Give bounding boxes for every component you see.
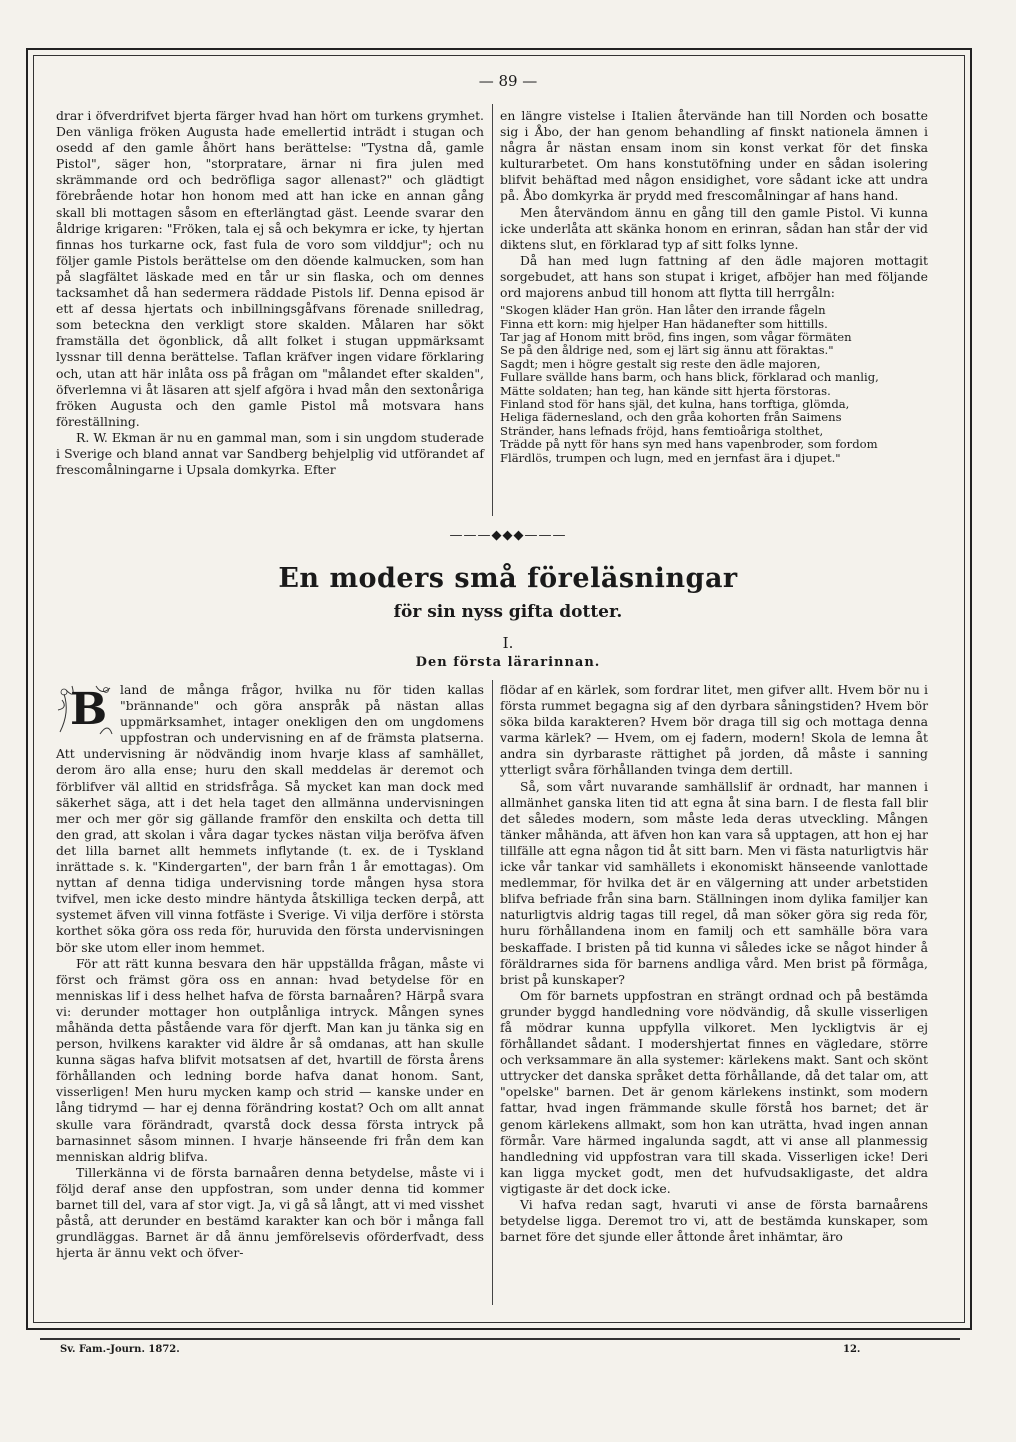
poem-line: Heliga fädernesland, och den gråa kohorten från Saimens bbox=[500, 410, 842, 425]
paragraph: flödar af en kärlek, som fordrar litet, men gifver allt. Hvem bör nu i första rummet begagna sig af den dyrbara såningstiden? Hvem bör söka bilda karakteren? Hvem bör draga till sig och mottaga denna varma kärlek? — Hvem, om ej fadern, modern! Skola de lemna åt andra sin dyrbaraste rättighet på jorden, då måste i sanning ytterligt svåra förhållanden tvinga dem dertill. bbox=[500, 682, 928, 778]
poem-line: Sagdt; men i högre gestalt sig reste den ädle majoren, bbox=[500, 356, 821, 371]
poem-line: Fullare svällde hans barm, och hans blick, förklarad och manlig, bbox=[500, 370, 879, 385]
poem-line: Flärdlös, trumpen och lugn, med en jernfast ära i djupet." bbox=[500, 450, 841, 465]
footer-journal: Sv. Fam.-Journ. 1872. bbox=[60, 1344, 180, 1355]
footer-rule bbox=[40, 1338, 960, 1340]
paragraph: en längre vistelse i Italien återvände han till Norden och bosatte sig i Åbo, der han genom behandling af finskt nationela ämnen i några år nästan ensam inom sin konst verkat för det finska kulturarbetet. Om hans konstutöfning under en sådan isolering blifvit behäftad med någon ensidighet, vore sådant icke att undra på. Åbo domkyrka är prydd med frescomålningar af hans hand. bbox=[500, 108, 928, 204]
paragraph: Då han med lugn fattning af den ädle majoren mottagit sorgebudet, att hans son stupat i kriget, afböjer han med följande ord majorens anbud till honom att flytta till herrgåln: bbox=[500, 252, 928, 301]
bottom-right-column bbox=[500, 682, 928, 1245]
dropcap-letter: B bbox=[70, 684, 108, 735]
article-title: En moders små föreläsningar bbox=[278, 563, 738, 594]
footer-signature: 12. bbox=[843, 1344, 861, 1355]
paragraph: Om för barnets uppfostran en strängt ordnad och på bestämda grunder byggd handledning vore nödvändig, då skulle visserligen få mödrar kunna uppfylla vilkoret. Men lyckligtvis är ej förhållandet sådant. I modershjertat finnes en vägledare, större och verksammare än alla systemer: kärlekens makt. Sant och skönt uttrycker det danska språket detta förhållande, då det talar om, att "opelske" barnen. Det är genom kärlekens instinkt, som modern fattar, hvad ingen främmande skulle förstå hos barnet; det är genom kärlekens allmakt, som hon kan uträtta, hvad ingen annan förmår. Vare härmed ingalunda sagdt, att vi anse all planmessig handledning vid uppfostran vara till skada. Visserligen icke! Deri kan ligga mycket godt, men det hufvudsakligaste, det aldra vigtigaste är det dock icke. bbox=[500, 987, 928, 1196]
paragraph: Så, som vårt nuvarande samhällslif är ordnadt, har mannen i allmänhet ganska liten tid att egna åt sina barn. I de flesta fall blir det således modern, som måste leda deras utveckling. Mången tänker måhända, att äfven hon kan vara så upptagen, att hon ej har tillfälle att egna någon tid åt sitt barn. Men vi fästa naturligtvis här icke vår tankar vid samhällets i ekonomiskt hänseende vanlottade medlemmar, för hvilka det är en välgerning att under arbetstiden blifva befriade från sina barn. Ställningen inom dylika familjer kan naturligtvis aldrig tagas till regel, då man söker göra sig reda för, huru förhållandena inom en familj och ett samhälle böra vara beskaffade. I bristen på tid kunna vi således icke se något hinder å föräldrarnes sida för barnens andliga vård. Men brist på förmåga, brist på kunskaper? bbox=[500, 778, 928, 987]
top-right-column bbox=[500, 108, 928, 465]
article-subtitle: för sin nyss gifta dotter. bbox=[393, 602, 623, 622]
column-divider bbox=[492, 104, 493, 516]
decorative-initial bbox=[56, 682, 114, 740]
column-divider bbox=[492, 680, 493, 1305]
paragraph: drar i öfverdrifvet bjerta färger hvad han hört om turkens grymhet. Den vänliga fröken Augusta hade emellertid inträdt i stugan och osedd af den gamle åhört hans berättelse: "Tystna då, gamle Pistol", säger hon, "storpratare, ärnar ni fira julen med skrämmande ord och bedröfliga sagor allenast?" och glädtigt förebrående hotar hon honom med att han icke en annan gång skall bli mottagen såsom en efterlängtad gäst. Leende svarar den åldrige krigaren: "Fröken, tala ej så och bekymra er icke, ty hjertan finnas hos turkarne ock, fast fula de voro som vilddjur"; och nu följer gamle Pistols berättelse om den döende kalmucken, som han på slagfältet läskade med en tår ur sin flaska, och om dennes tacksamhet då han sedermera räddade Pistols lif. Denna episod är ett af dessa hjertats och inbillningsgåfvans förenade snilledrag, som beteckna den verkligt store skalden. Målaren har sökt framställa det ögonblick, då allt folket i stugan uppmärksamt lyssnar till denna berättelse. Taflan kräfver ingen vidare förklaring och, utan att här inlåta oss på frågan om "målandet efter skalden", öfverlemna vi åt läsaren att sjelf afgöra i hvad mån den sextonåriga fröken Augusta och den gamle Pistol må motsvara hans föreställning. bbox=[56, 108, 484, 429]
poem-quote bbox=[500, 304, 928, 465]
poem-line: Stränder, hans lefnads fröjd, hans femtioåriga stolthet, bbox=[500, 423, 824, 438]
poem-line: Finland stod för hans själ, det kulna, hans torftiga, glömda, bbox=[500, 396, 850, 411]
poem-line: Se på den åldrige ned, som ej lärt sig ännu att föraktas." bbox=[500, 343, 834, 358]
top-left-column bbox=[56, 108, 484, 478]
paragraph: Vi hafva redan sagt, hvaruti vi anse de första barnaårens betydelse ligga. Deremot tro vi, att de bestämda kunskaper, som barnet före det sjunde eller åttonde året inhämtar, äro bbox=[500, 1197, 928, 1245]
paragraph-text: land de många frågor, hvilka nu för tiden kallas "brännande" och göra anspråk på nästan allas uppmärksamhet, intager onekligen den om ungdomens uppfostran och undervisning en af de främsta platserna. Att undervisning är nödvändig inom hvarje klass af samhället, derom äro alla ense; huru den skall meddelas är deremot och förblifver väl alltid en stridsfråga. Så mycket kan man dock med säkerhet säga, att i det hela taget den allmänna undervisningen mer och mer gör sig gällande framför den enskilta och detta till den grad, att skolan i våra dagar tyckes nästan vilja beröfva äfven det lilla barnet allt hemmets inflytande (t. ex. de i Tyskland inrättade s. k. "Kindergarten", der barn från 1 år emottagas). Om nyttan af denna tidiga undervisning torde mången hysa stora tvifvel, men icke desto mindre häntyda åtskilliga tecken derpå, att systemet äfven vill vinna fotfäste i Sverige. Vi vilja derföre i största korthet söka göra oss reda för, huruvida den första undervisningen bör ske utom eller inom hemmet. bbox=[56, 682, 484, 955]
poem-line: Tar jag af Honom mitt bröd, fins ingen, som vågar förmäten bbox=[500, 329, 852, 344]
paragraph: R. W. Ekman är nu en gammal man, som i sin ungdom studerade i Sverige och bland annat var Sandberg behjelplig vid utförandet af frescomålningarne i Upsala domkyrka. Efter bbox=[56, 429, 484, 478]
section-title: Den första lärarinnan. bbox=[415, 655, 601, 670]
divider-ornament: ———◆◆◆——— bbox=[449, 528, 567, 543]
paragraph: För att rätt kunna besvara den här uppställda frågan, måste vi först och främst göra oss en annan: hvad betydelse för en menniskas lif i dess helhet hafva de första barnaåren? Härpå svara vi: derunder mottager hon outplånliga intryck. Mången synes måhända detta påstående vara för djerft. Man kan ju tänka sig en person, hvilkens karakter vid äldre år så omdanas, att han skulle kunna sägas hafva blifvit motsatsen af det, hvartill de första årens förhållanden och ledning borde hafva danat honom. Sant, visserligen! Men huru mycken kamp och strid — kanske under en lång tidrymd — har ej denna förändring kostat? Och om allt annat skulle vara förändradt, qvarstå dock dessa första intryck på barnasinnet såsom minnen. I hvarje hänseende fri från dem kan menniskan aldrig blifva. bbox=[56, 955, 484, 1164]
poem-line: Mätte soldaten; han teg, han kände sitt hjerta förstoras. bbox=[500, 383, 831, 398]
page-number: — 89 — bbox=[478, 72, 538, 90]
first-paragraph bbox=[56, 682, 484, 956]
poem-line: Finna ett korn: mig hjelper Han hädanefter som hittills. bbox=[500, 316, 828, 331]
paragraph: Tillerkänna vi de första barnaåren denna betydelse, måste vi i följd deraf anse den uppfostran, som under denna tid kommer barnet till del, vara af stor vigt. Ja, vi gå så långt, att vi med visshet påstå, att derunder en bestämd karakter kan och bör i många fall grundläggas. Barnet är då ännu jemförelsevis oförderfvadt, dess hjerta är ännu vekt och öfver- bbox=[56, 1164, 484, 1261]
paragraph: Men återvändom ännu en gång till den gamle Pistol. Vi kunna icke underlåta att skänka honom en erinran, sådan han står der vid diktens slut, en förklarad typ af sitt folks lynne. bbox=[500, 204, 928, 252]
section-number: I. bbox=[502, 634, 514, 652]
poem-line: "Skogen kläder Han grön. Han låter den irrande fågeln bbox=[500, 303, 826, 318]
poem-line: Trädde på nytt för hans syn med hans vapenbroder, som fordom bbox=[500, 437, 878, 452]
bottom-left-column bbox=[56, 682, 484, 1261]
